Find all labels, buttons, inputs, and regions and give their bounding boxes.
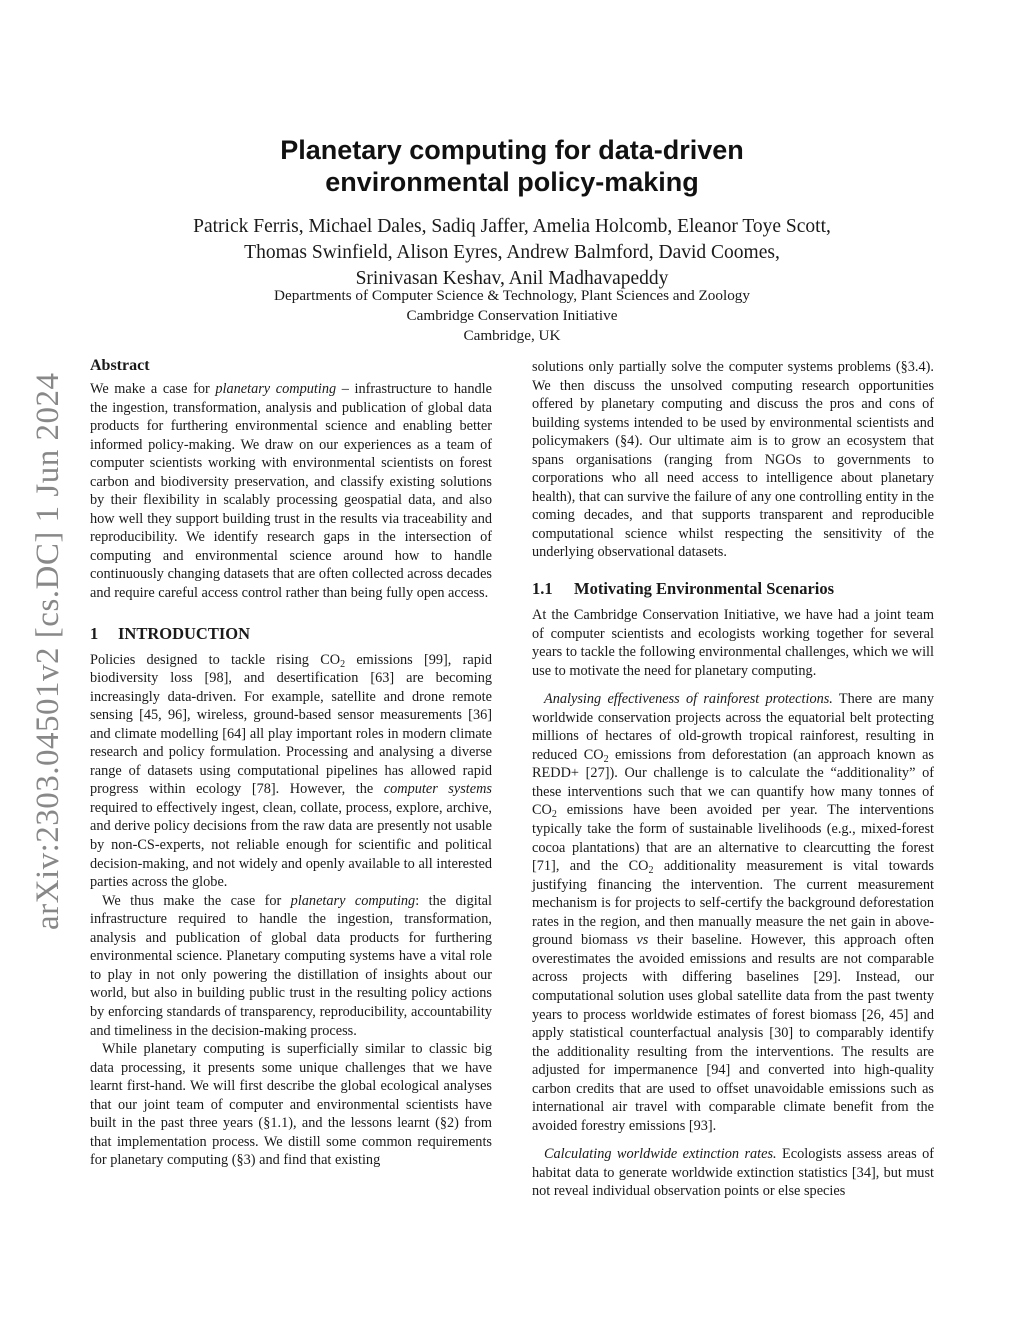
left-column <box>90 356 492 1170</box>
section-number: 1 <box>90 623 99 643</box>
intro-paragraph-1: Policies designed to tackle rising $CO_2$ emissions [99], rapid biodiversity loss [98], and desertification [63] are becoming increasingly data-driven. For example, satellite and drone remote sensing [45, 96], wireless, ground-based sensor measurements [36] and climate modelling [64] all play important roles in modern climate research and policy formulation. Processing and analysing a diverse range of datasets using computational pipelines has allowed rapid progress within ecology [78]. However, the computer systems required to effectively ingest, clean, collate, process, explore, archive, and derive policy decisions from the raw data are presently not usable by non-CS-experts, not reliable enough for scientific and political decision-making, and not widely and openly available to all interested parties across the globe. <box>90 651 493 891</box>
title-line-1: Planetary computing for data-driven <box>280 135 744 165</box>
authors-line-1: Patrick Ferris, Michael Dales, Sadiq Jaffer, Amelia Holcomb, Eleanor Toye Scott, <box>193 216 831 237</box>
scenario-rainforest-paragraph: Analysing effectiveness of rainforest protections. There are many worldwide conservation projects across the equatorial belt protecting millions of hectares of old-growth tropical rainforest, resulting in reduced $CO_2$ emissions from deforestation (an approach known as REDD+ [27]). Our challenge is to calculate the “additionality” of these interventions such that we can quantify how many tonnes of $CO_2$ emissions have been avoided per year. The interventions typically take the form of sustainable livelihoods (e.g., mixed-forest cocoa plantations) that are an alternative to clearcutting the forest [71], and the $CO_2$ additionality measurement is vital towards justifying financing the intervention. The current measurement mechanism is for projects to self-certify the background deforestation rates in the region, and then manually measure the net gain in above-ground biomass vs their baseline. However, this approach often overestimates the avoided emissions and results are not comparable across projects with differing baselines [29]. Instead, our computational solution uses global satellite data from the past twenty years to process worldwide estimates of forest biomass [26, 45] and apply statistical counterfactual analysis [30] to comparably identify the additionality resulting from the interventions. The results are adjusted for impermanence [94] and converted into high-quality carbon credits that are used to offset unavoidable emissions such as international air travel with comparable climate benefit from the avoided forestry emissions [93]. <box>532 691 935 1134</box>
right-column <box>532 358 934 1201</box>
affiliation-line-3: Cambridge, UK <box>463 327 561 344</box>
affiliation-line-1: Departments of Computer Science & Technology, Plant Sciences and Zoology <box>274 287 750 304</box>
title-line-2: environmental policy-making <box>325 167 699 197</box>
intro-paragraph-3: While planetary computing is superficially similar to classic big data processing, it presents some unique challenges that we have learnt first-hand. We will first describe the global ecological analyses that our joint team of computer and environmental scientists have built in the past three years (§1.1), and the lessons learnt (§2) from that implementation process. We distill some common requirements for planetary computing (§3) and find that existing <box>90 1041 492 1169</box>
authors-line-3: Srinivasan Keshav, Anil Madhavapeddy <box>355 268 669 289</box>
authors-line-2: Thomas Swinfield, Alison Eyres, Andrew Balmford, David Coomes, <box>244 242 780 263</box>
intro-paragraph-2: We thus make the case for planetary computing: the digital infrastructure required to handle the ingestion, transformation, analysis and publication of global data products for furthering environmental science. Planetary computing systems have a vital role to play in not only powering the distillation of insights about our world, but also in building public trust in the resulting policy actions by enforcing standards of transparency, reproducibility, accountability and timeliness in the decision-making process. <box>90 892 492 1039</box>
subsection-title: Motivating Environmental Scenarios <box>574 579 835 599</box>
arxiv-stamp: arXiv:2303.04501v2 [cs.DC] 1 Jun 2024 <box>30 372 66 930</box>
scenario-extinction-paragraph: Calculating worldwide extinction rates. Ecologists assess areas of habitat data to generate worldwide extinction statistics [34], but must not reveal individual observation points or else species <box>532 1146 934 1200</box>
paper-title <box>150 134 874 198</box>
affiliation-line-2: Cambridge Conservation Initiative <box>406 307 618 324</box>
intro-paragraph-3-continued: solutions only partially solve the computer systems problems (§3.4). We then discuss the unsolved computing research opportunities offered by planetary computing and discuss the pros and cons of building systems intended to be used by environmental scientists and policymakers (§4). Our ultimate aim is to grow an ecosystem that spans organisations (ranging from NGOs to governments to corporations who all need access to intelligence about planetary health), that can survive the failure of any one controlling entity in the coming decades, and that supports transparent and reproducible computational science whilst respecting the sensitivity of the underlying observational datasets. <box>532 359 934 561</box>
abstract-heading: Abstract <box>90 357 150 374</box>
affiliations <box>100 286 924 346</box>
abstract-paragraph: We make a case for planetary computing – infrastructure to handle the ingestion, transformation, analysis and publication of global data products for furthering environmental science and enabling better informed policy-making. We draw on our experiences as a team of computer scientists working with environmental scientists on forest carbon and biodiversity preservation, and classify existing solutions by their flexibility in scalably processing geospatial data, and also how well they support building trust in the results via traceability and reproducibility. We identify research gaps in the intersection of computing and environmental science around how to handle continuously changing datasets that are often collected across decades and require careful access control rather than being fully open access. <box>90 381 492 602</box>
scenarios-paragraph-1: At the Cambridge Conservation Initiative, we have had a joint team of computer scientists and ecologists working together for several years to tackle the following environmental challenges, which we will use to motivate the need for planetary computing. <box>532 607 934 679</box>
subsection-1-1-heading <box>532 578 934 600</box>
author-list <box>100 214 924 292</box>
section-1-heading <box>90 623 492 645</box>
section-title: INTRODUCTION <box>118 623 251 643</box>
subsection-number: 1.1 <box>532 579 553 599</box>
